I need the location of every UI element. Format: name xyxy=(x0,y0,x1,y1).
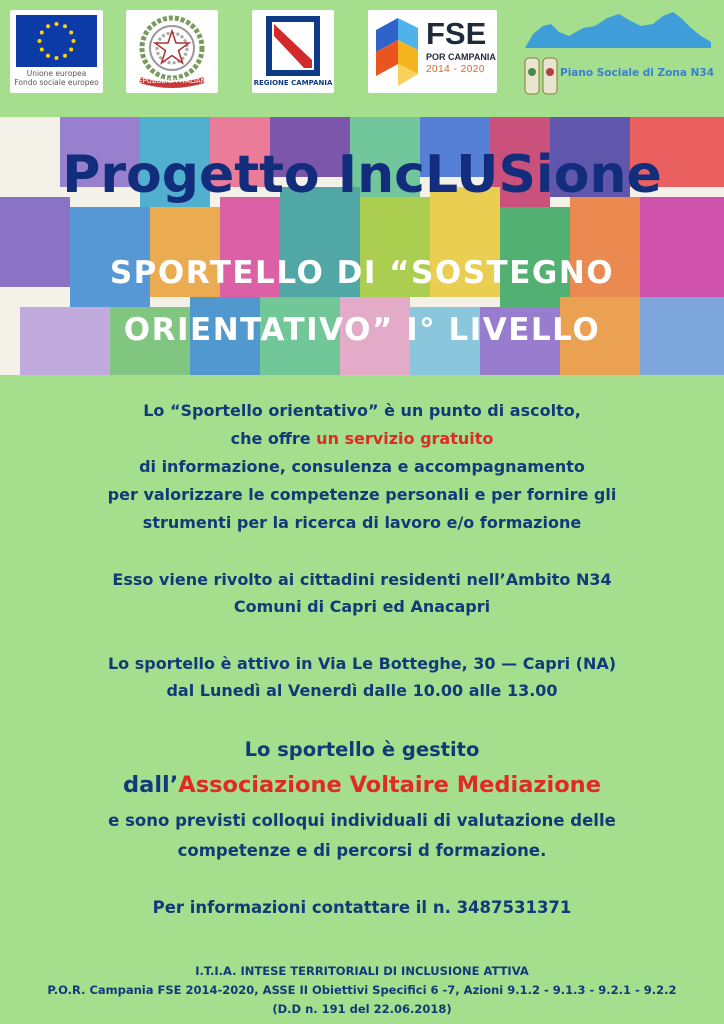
fse-logo xyxy=(368,10,497,93)
free-service-highlight: un servizio gratuito xyxy=(316,429,494,448)
management-line-3: e sono previsti colloqui individuali di valutazione delle xyxy=(108,811,616,830)
fse-title: FSE xyxy=(426,16,487,51)
management-paragraph xyxy=(0,806,724,866)
intro-line-5: strumenti per la ricerca di lavoro e/o formazione xyxy=(142,513,582,532)
piano-sociale-label: Piano Sociale di Zona N34 xyxy=(560,67,714,79)
eu-flag-icon xyxy=(16,15,97,67)
fse-years-label: 2014 - 2020 xyxy=(426,64,485,75)
eu-logo xyxy=(10,10,103,93)
italian-emblem-logo xyxy=(126,10,218,93)
management-line-2 xyxy=(0,770,724,800)
management-line-4: competenze e di percorsi d formazione. xyxy=(177,841,547,860)
footer-line-2: P.O.R. Campania FSE 2014-2020, ASSE II Obiettivi Specifici 6 -7, Azioni 9.1.2 - 9.1.3 - 9.2.1 - 9.2.2 xyxy=(47,983,677,997)
management-line-1: Lo sportello è gestito xyxy=(244,738,480,761)
intro-line-4: per valorizzare le competenze personali e per fornire gli xyxy=(107,485,617,504)
logo-strip xyxy=(0,0,724,115)
footer xyxy=(0,962,724,1019)
subtitle-line-2: ORIENTATIVO” I° LIVELLO xyxy=(123,312,601,348)
footer-line-3: (D.D n. 191 del 22.06.2018) xyxy=(272,1002,452,1016)
eu-label-2: Fondo sociale europeo xyxy=(14,78,99,87)
footer-line-1: I.T.I.A. INTESE TERRITORIALI DI INCLUSIONE ATTIVA xyxy=(195,964,529,978)
regione-label: REGIONE CAMPANIA xyxy=(253,79,333,87)
contact-line: Per informazioni contattare il n. 3487531371 xyxy=(152,898,572,917)
piano-sociale-logo xyxy=(523,6,713,101)
management-line-2-pre: dall’ xyxy=(123,772,179,798)
intro-line-2-pre: che offre xyxy=(230,429,317,448)
subtitle-line-1: SPORTELLO DI “SOSTEGNO xyxy=(109,255,615,291)
intro-paragraph xyxy=(0,397,724,537)
location-line-1: Lo sportello è attivo in Via Le Botteghe, 30 — Capri (NA) xyxy=(107,654,617,673)
target-line-2: Comuni di Capri ed Anacapri xyxy=(233,597,491,616)
intro-line-1: Lo “Sportello orientativo” è un punto di ascolto, xyxy=(143,401,581,420)
association-name: Associazione Voltaire Mediazione xyxy=(178,772,601,798)
location-paragraph xyxy=(0,650,724,704)
fse-por-label: POR CAMPANIA xyxy=(426,52,496,62)
location-line-2: dal Lunedì al Venerdì dalle 10.00 alle 13.00 xyxy=(166,681,558,700)
eu-label-1: Unione europea xyxy=(26,69,87,78)
target-paragraph xyxy=(0,566,724,620)
page-title: Progetto IncLUSione xyxy=(62,145,662,205)
italia-label: REPUBBLICA ITALIANA xyxy=(133,77,211,85)
target-line-1: Esso viene rivolto ai cittadini residenti nell’Ambito N34 xyxy=(112,570,612,589)
intro-line-3: di informazione, consulenza e accompagnamento xyxy=(139,457,585,476)
regione-campania-logo xyxy=(252,10,334,93)
